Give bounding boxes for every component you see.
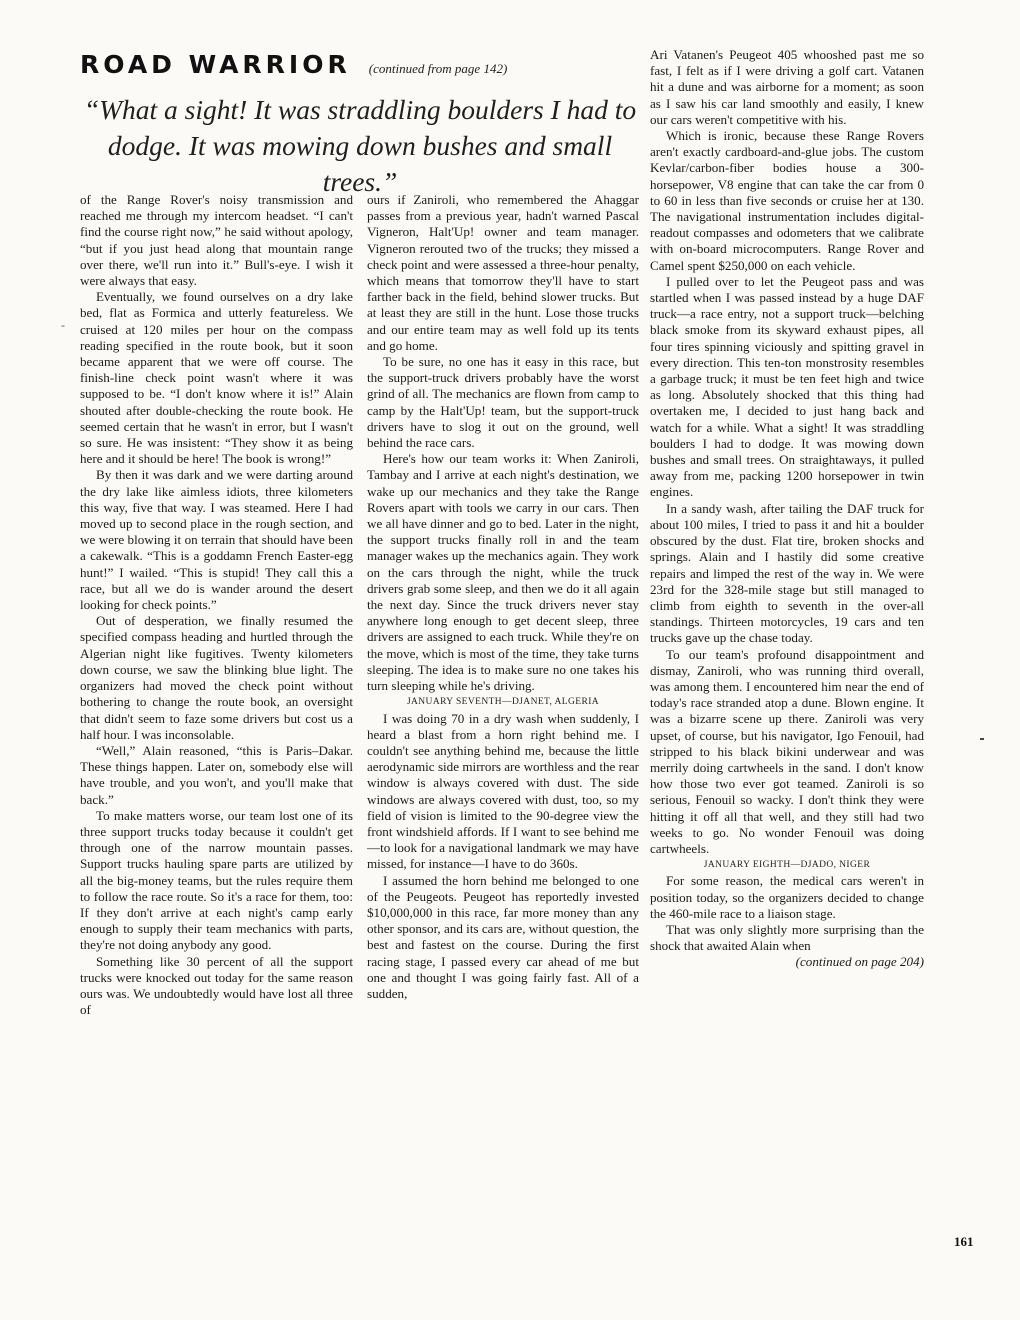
column-2 — [367, 192, 639, 1002]
paragraph: Something like 30 percent of all the support trucks were knocked out today for the same reason ours was. We undoubtedly would have lost all three of — [80, 953, 353, 1018]
paragraph: To be sure, no one has it easy in this race, but the support-truck drivers probably have the worst grind of all. The mechanics are flown from camp to camp by the Halt'Up! team, but the support-truck drivers have to slog it out on the ground, well behind the race cars. — [367, 354, 639, 451]
paragraph: I was doing 70 in a dry wash when suddenly, I heard a blast from a horn right behind me. I couldn't see anything behind me, because the little aerodynamic side mirrors are worthless and the rear window is always covered with dust. The side windows are always covered with dust, too, so my field of vision is limited to the 90-degree view the front windshield affords. If I want to see behind me—to look for a navigational landmark we may have missed, for instance—I have to do 360s. — [367, 710, 639, 872]
paragraph: For some reason, the medical cars weren't in position today, so the organizers decided to change the 460-mile race to a liaison stage. — [650, 873, 924, 921]
paragraph: of the Range Rover's noisy transmission and reached me through my intercom headset. “I can't find the course right now,” he said without apology, “but if you just head along that mountain range over there, we'll run into it.” Bull's-eye. I wish it were always that easy. — [80, 192, 353, 289]
paragraph: Eventually, we found ourselves on a dry lake bed, flat as Formica and utterly featureless. We cruised at 120 miles per hour on the compass reading specified in the route book, but it soon became apparent that we were off course. The finish-line check point wasn't where it was supposed to be. “I don't know where it is!” Alain shouted after double-checking the route book. He seemed certain that he wasn't in error, but I wasn't so sure. He was insistent: “They show it as being here and it should be here! The book is wrong!” — [80, 289, 353, 467]
margin-mark: - — [61, 318, 65, 332]
paragraph: By then it was dark and we were darting around the dry lake like aimless idiots, three kilometers this way, five that way. I was steamed. Here I had moved up to second place in the rough section, and we were blowing it on terrain that should have been a cakewalk. “This is a goddamn French Easter-egg hunt!” I wailed. “This is stupid! They call this a race, but all we do is wander around the desert looking for check points.” — [80, 467, 353, 613]
pull-quote: “What a sight! It was straddling boulders I had to dodge. It was mowing down bushes and small trees.” — [83, 94, 637, 197]
column-3 — [650, 47, 924, 971]
column-1 — [80, 192, 353, 1018]
dateline-january-eighth: JANUARY EIGHTH—DJADO, NIGER — [703, 860, 871, 871]
paragraph: “Well,” Alain reasoned, “this is Paris–Dakar. These things happen. Later on, somebody else will have trouble, and you won't, and you'll make that back.” — [80, 742, 353, 807]
paragraph: Here's how our team works it: When Zaniroli, Tambay and I arrive at each night's destination, we wake up our mechanics and they take the Range Rovers apart with tools we carry in our cars. Then we all have dinner and go to bed. Later in the night, the support trucks finally roll in and the team manager wakes up the mechanics again. They work on the cars through the night, while the truck drivers grab some sleep, and then we do it all again the next day. Since the truck drivers never stay anywhere long enough to get decent sleep, three drivers are assigned to each truck. While they're on the move, which is most of the time, they take turns sleeping. The idea is to make sure no one takes his turn sleeping while he's driving. — [367, 451, 639, 694]
paragraph: That was only slightly more surprising than the shock that awaited Alain when — [650, 921, 924, 954]
continued-from-note: (continued from page 142) — [368, 61, 508, 76]
paragraph: I assumed the horn behind me belonged to one of the Peugeots. Peugeot has reportedly invested $10,000,000 in this race, far more money than any other sponsor, and its cars are, without question, the best and fastest on the course. During the first racing stage, I passed every car ahead of me but one and thought I was going fairly fast. All of a sudden, — [367, 872, 639, 1001]
article-title: ROAD WARRIOR — [80, 50, 351, 79]
dateline-january-seventh: JANUARY SEVENTH—DJANET, ALGERIA — [406, 697, 600, 708]
paragraph: To make matters worse, our team lost one of its three support trucks today because it couldn't get through one of the narrow mountain passes. Support trucks hauling spare parts are utilized by all the big-money teams, but the rules require them to follow the race route. So it's a race for them, too: If they don't arrive at each night's camp early enough to supply their team mechanics with parts, they're not doing anybody any good. — [80, 807, 353, 953]
paragraph: Which is ironic, because these Range Rovers aren't exactly cardboard-and-glue jobs. The custom Kevlar/carbon-fiber bodies house a 300-horsepower, V8 engine that can take the car from 0 to 60 in less than five seconds or cruise her at 130. The navigational instrumentation includes digital-readout compasses and odometers that we calibrate with on-board microcomputers. Range Rover and Camel spent $250,000 on each vehicle. — [650, 128, 924, 273]
paragraph: Out of desperation, we finally resumed the specified compass heading and hurtled through the Algerian night like fugitives. Twenty kilometers down course, we saw the blinking blue light. The organizers had moved the check point without bothering to change the route book, an oversight that didn't seem to faze some drivers but cost us a half hour. I was inconsolable. — [80, 613, 353, 742]
paragraph: Ari Vatanen's Peugeot 405 whooshed past me so fast, I felt as if I were driving a golf cart. Vatanen hit a dune and was airborne for a moment; as soon as I saw his car land smoothly and easily, I knew our cars weren't competitive with his. — [650, 47, 924, 127]
article-header — [80, 50, 620, 86]
paragraph: To our team's profound disappointment and dismay, Zaniroli, who was running third overall, was among them. I encountered him near the end of today's race stranded atop a dune. Blown engine. It was a bizarre scene up there. Zaniroli was very upset, of course, but his navigator, Igo Fenouil, had stripped to his black bikini underwear and was merrily doing cartwheels in the sand. I don't know how those two ever got teamed. Zaniroli is so serious, Fenouil so wacky. I don't think they were hitting it off all that well, and they still had two weeks to go. No wonder Fenouil was doing cartwheels. — [650, 646, 924, 856]
page-number: 161 — [954, 1234, 974, 1249]
margin-mark — [980, 738, 984, 740]
continued-on-note: (continued on page 204) — [795, 954, 924, 970]
paragraph: In a sandy wash, after tailing the DAF truck for about 100 miles, I tried to pass it and hit a boulder obscured by the dust. Flat tire, broken shocks and springs. Alain and I hastily did some creative repairs and limped the rest of the way in. We were 23rd for the 328-mile stage but still managed to climb from eighth to seventh in the over-all standings. Thirteen motorcycles, 19 cars and ten trucks gave up the chase today. — [650, 500, 924, 646]
paragraph: ours if Zaniroli, who remembered the Ahaggar passes from a previous year, hadn't warned Pascal Vigneron, Halt'Up! owner and team manager. Vigneron rerouted two of the trucks; they missed a check point and were assessed a three-hour penalty, which means that tomorrow they'll have to start farther back in the field, behind slower trucks. But at least they are still in the hunt. Lose those trucks and our entire team may as well fold up its tents and go home. — [367, 192, 639, 353]
paragraph: I pulled over to let the Peugeot pass and was startled when I was passed instead by a huge DAF truck—a race entry, not a support truck—belching black smoke from its skyward exhaust pipes, all four tires spinning viciously and spitting gravel in every direction. This ten-ton monstrosity resembles a garbage truck; it must be ten feet high and twice as long. Absolutely shocked that this thing had overtaken me, I decided to just hang back and watch for a while. What a sight! It was straddling boulders I had to dodge. It was mowing down bushes and small trees. On straightaways, it pulled away from me, packing 1200 horsepower in twin engines. — [650, 273, 924, 500]
